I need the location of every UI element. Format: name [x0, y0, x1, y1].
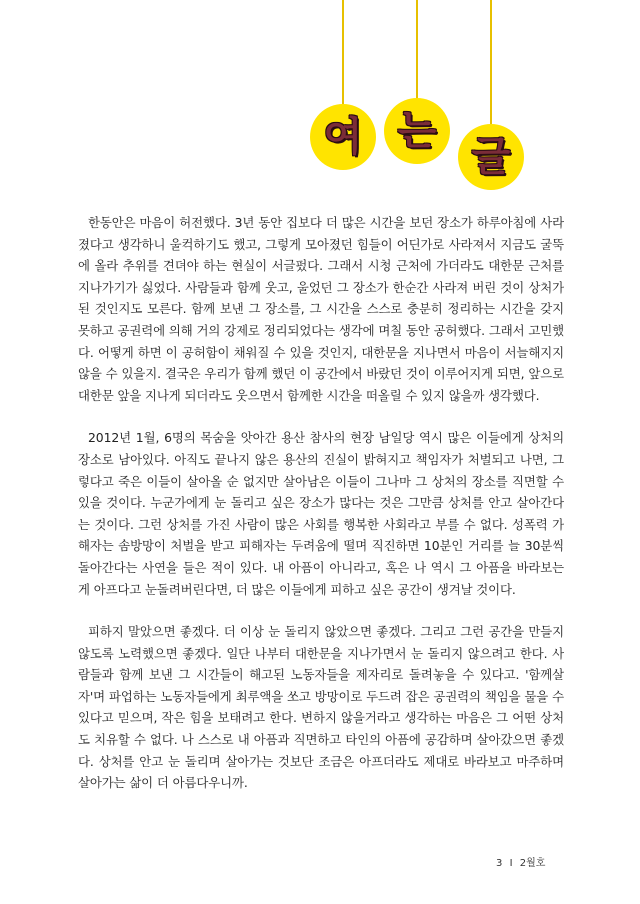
title-circle [384, 98, 450, 164]
page-number: 3 [496, 858, 503, 869]
title-char: 글 [471, 134, 511, 180]
title-circle [310, 104, 376, 170]
paragraph: 2012년 1월, 6명의 목숨을 앗아간 용산 참사의 현장 남일당 역시 많은 이들에게 상처의 장소로 남아있다. 아직도 끝나지 않은 용산의 진실이 밝혀지고 책임자가 처벌되고 나면, 그렇다고 죽은 이들이 살아올 순 없지만 살아남은 이들이 그나마 그 상처의 장소를 직면할 수 있을 것이다. 누군가에게 눈 돌리고 싶은 장소가 많다는 것은 그만큼 상처를 안고 살아간다는 것이다. 그런 상처를 가진 사람이 많은 사회를 행복한 사회라고 부를 수 없다. 성폭력 가해자는 솜방망이 처벌을 받고 피해자는 두려움에 떨며 직진하면 10분인 거리를 늘 30분씩 돌아간다는 사연을 들은 적이 있다. 내 아픔이 아니라고, 혹은 나 역시 그 아픔을 바라보는 게 아프다고 눈돌려버린다면, 더 많은 이들에게 피하고 싶은 공간이 생겨날 것이다. [78, 430, 564, 597]
paragraph: 피하지 말았으면 좋겠다. 더 이상 눈 돌리지 않았으면 좋겠다. 그리고 그런 공간을 만들지 않도록 노력했으면 좋겠다. 일단 나부터 대한문을 지나가면서 눈 돌리지 않으려고 한다. 사람들과 함께 보낸 그 시간들이 해고된 노동자들을 제자리로 돌려놓을 수 있다고. '함께살자'며 파업하는 노동자들에게 최루액을 쏘고 방망이로 두드려 잡은 공권력의 책임을 물을 수 있다고 믿으며, 작은 힘을 보태려고 한다. 변하지 않을거라고 생각하는 마음은 그 어떤 상처도 치유할 수 없다. 나 스스로 내 아픔과 직면하고 타인의 아픔에 공감하며 살아갔으면 좋겠다. 상처를 안고 눈 돌리며 살아가는 것보단 조금은 아프더라도 제대로 바라보고 마주하며 살아가는 삶이 더 아름다우니까. [78, 624, 564, 791]
hanging-string [490, 0, 492, 124]
title-char: 는 [397, 108, 437, 154]
article-body [78, 212, 564, 815]
issue-label: 2월호 [519, 858, 546, 869]
title-circle [458, 124, 524, 190]
title-char: 여 [323, 114, 363, 160]
hanging-string [416, 0, 418, 100]
paragraph: 한동안은 마음이 허전했다. 3년 동안 집보다 더 많은 시간을 보던 장소가 하루아침에 사라졌다고 생각하니 울컥하기도 했고, 그렇게 모아졌던 힘들이 어딘가로 사라져서 지금도 굴뚝에 올라 추위를 견뎌야 하는 현실이 서글펐다. 그래서 시청 근처에 가더라도 대한문 근처를 지나가기가 싫었다. 사람들과 함께 웃고, 울었던 그 장소가 한순간 사라져 버린 것이 상처가 된 것인지도 모른다. 함께 보낸 그 장소를, 그 시간을 스스로 충분히 정리하는 시간을 갖지 못하고 공권력에 의해 거의 강제로 정리되었다는 생각에 며칠 동안 공허했다. 그래서 고민했다. 어떻게 하면 이 공허함이 채워질 수 있을 것인지, 대한문을 지나면서 마음이 서늘해지지 않을 수 있을지. 결국은 우리가 함께 했던 이 공간에서 바랐던 것이 이루어지게 되면, 앞으로 대한문 앞을 지나게 되더라도 웃으면서 함께한 시간을 떠올릴 수 있지 않을까 생각했다. [78, 215, 564, 403]
title-banner [290, 0, 560, 200]
footer-separator: I [509, 858, 513, 869]
hanging-string [342, 0, 344, 104]
page-footer [496, 854, 545, 869]
